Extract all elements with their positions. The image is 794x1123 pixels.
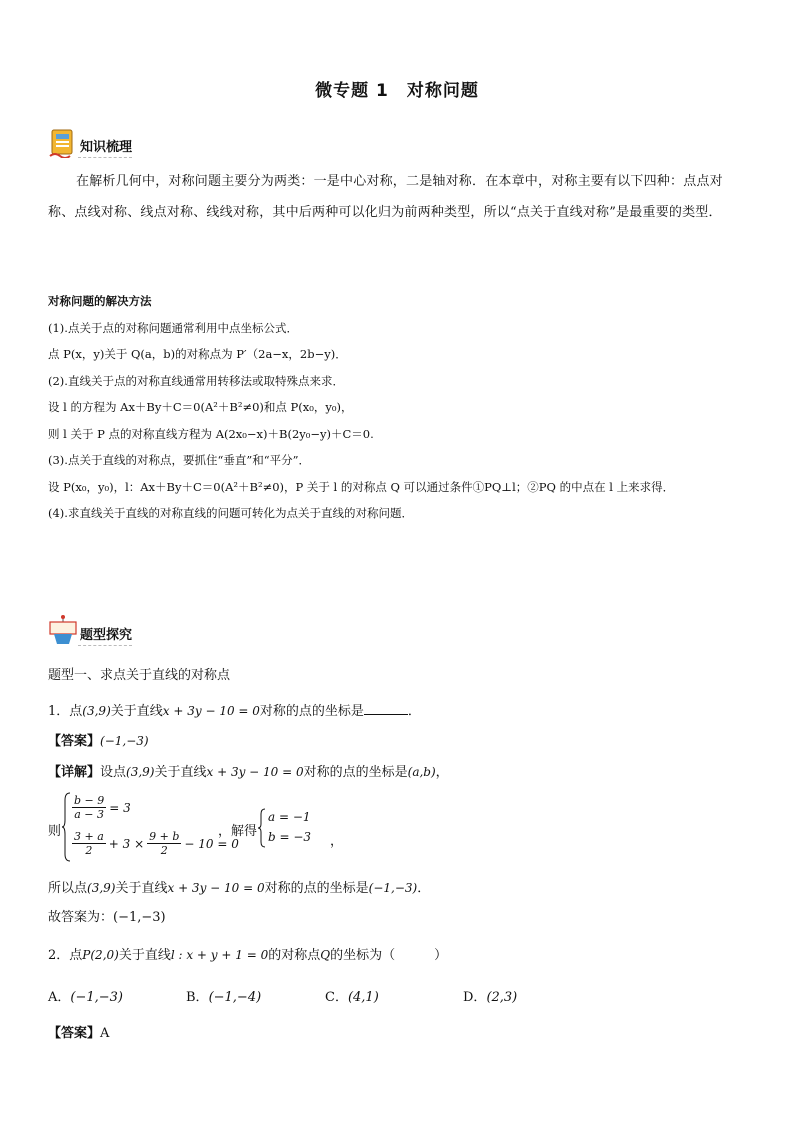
method-line: (1).点关于点的对称问题通常利用中点坐标公式．: [48, 320, 298, 335]
section-label-types: 题型探究: [78, 627, 132, 646]
method-line: (2).直线关于点的对称直线通常用转移法或取特殊点来求．: [48, 373, 344, 388]
notebook-icon: [48, 128, 78, 158]
section-header-knowledge: [48, 128, 132, 158]
brace-icon: [62, 792, 72, 862]
section-header-types: [48, 614, 132, 646]
blackboard-icon: [48, 614, 78, 646]
answer-blank[interactable]: [364, 702, 408, 715]
q1-detail: 【详解】设点(3,9)关于直线x + 3y − 10 = 0对称的点的坐标是(a,b)，: [48, 765, 449, 780]
equation-1: $\frac{b - 9}{a - 3}$ = 3: [74, 794, 131, 821]
q1-answer: 【答案】(−1,−3): [48, 734, 149, 749]
equation-system: 则 $\frac{b - 9}{a - 3}$ = 3 $\frac{3 + a}{2}$ + 3 × $\frac{9 + b}{2}$ − 10 = 0 ，解得 a = −1 b = −3 ，: [48, 792, 408, 862]
method-line: (3).点关于直线的对称点，要抓住“垂直”和“平分”．: [48, 453, 310, 467]
method-line: 设 P(x₀，y₀)，l：Ax＋By＋C＝0(A²＋B²≠0)，P 关于 l 的对称点 Q 可以通过条件①PQ⊥l；②PQ 的中点在 l 上来求得．: [48, 479, 675, 494]
question-1: 1．点(3,9)关于直线x + 3y − 10 = 0对称的点的坐标是 ．: [48, 704, 421, 719]
brace-icon: [258, 808, 266, 848]
question-2: 2．点P(2,0)关于直线l : x + y + 1 = 0的对称点Q的坐标为（ ）: [48, 948, 448, 963]
choice-d[interactable]: D．(2,3): [463, 990, 518, 1005]
section-label-knowledge: 知识梳理: [78, 139, 132, 158]
q1-conclusion: 所以点(3,9)关于直线x + 3y − 10 = 0对称的点的坐标是(−1,−3)．: [48, 881, 431, 896]
equation-2: $\frac{3 + a}{2}$ + 3 × $\frac{9 + b}{2}$ − 10 = 0: [74, 830, 239, 857]
intro-paragraph: 在解析几何中，对称问题主要分为两类：一是中心对称，二是轴对称．在本章中，对称主要有以下四种：点点对称、点线对称、线点对称、线线对称，其中后两种可以化归为前两种类型，所以“点关于直线对称”是最重要的类型．: [48, 174, 723, 220]
page-title: 微专题 1 对称问题: [315, 81, 479, 101]
method-line: 则 l 关于 P 点的对称直线方程为 A(2x₀−x)＋B(2y₀−y)＋C＝0.: [48, 426, 374, 441]
methods-block: [48, 288, 748, 527]
choice-b[interactable]: B．(−1,−4): [186, 990, 262, 1005]
type-heading: 题型一、求点关于直线的对称点: [48, 668, 231, 683]
q2-answer: 【答案】A: [48, 1026, 110, 1041]
methods-heading: 对称问题的解决方法: [48, 294, 152, 308]
method-line: 设 l 的方程为 Ax＋By＋C＝0(A²＋B²≠0)和点 P(x₀，y₀)，: [48, 400, 353, 414]
choice-c[interactable]: C．(4,1): [325, 990, 379, 1005]
choice-a[interactable]: A．(−1,−3): [48, 990, 123, 1005]
q1-final: 故答案为：(−1,−3): [48, 910, 166, 925]
method-line: (4).求直线关于直线的对称直线的问题可转化为点关于直线的对称问题．: [48, 506, 413, 520]
method-line: 点 P(x，y)关于 Q(a，b)的对称点为 P′（2a−x，2b−y)．: [48, 347, 347, 361]
